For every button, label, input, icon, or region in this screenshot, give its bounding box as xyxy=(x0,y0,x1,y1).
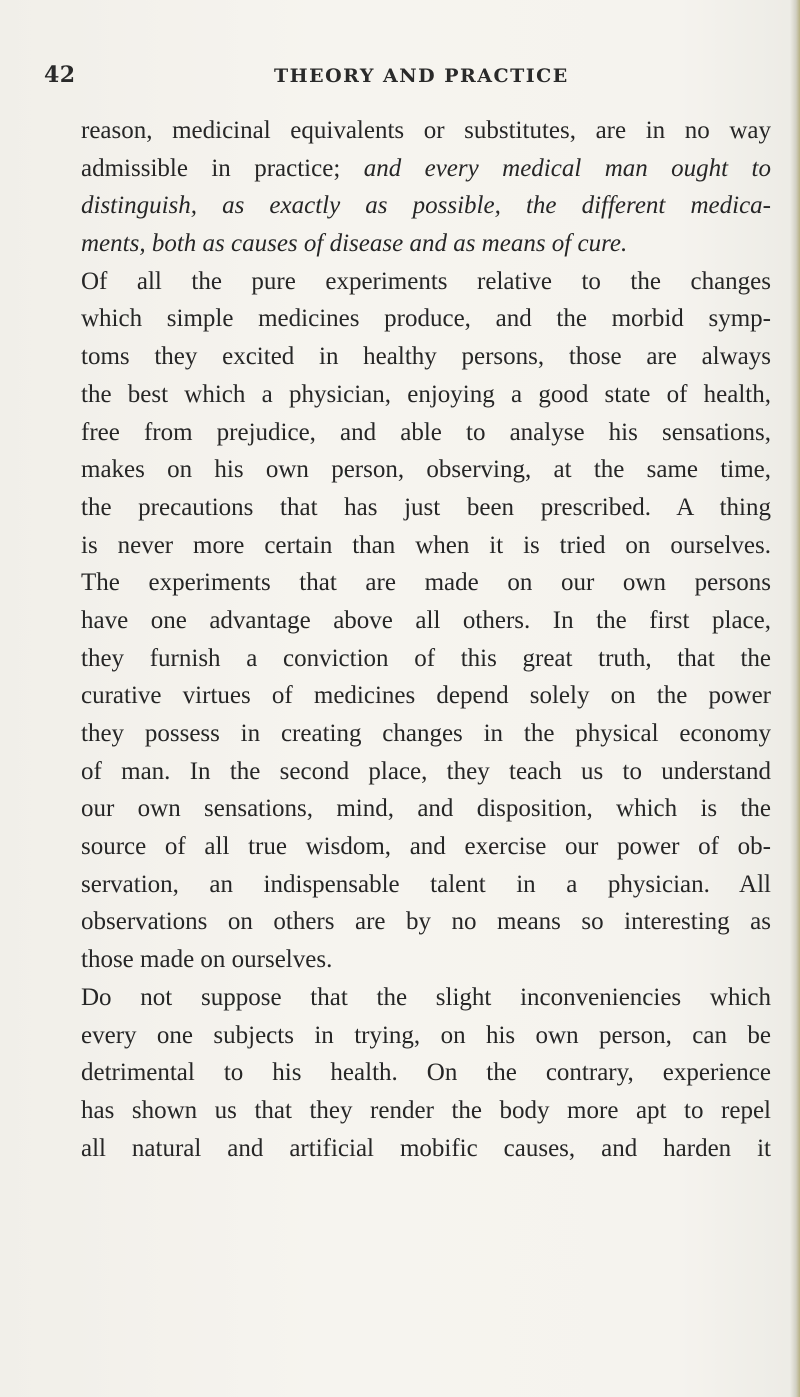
text-line: toms they excited in healthy persons, those are always xyxy=(81,343,771,371)
text-line: have one advantage above all others. In the first place, xyxy=(81,606,771,634)
text-line: Of all the pure experiments relative to the changes xyxy=(81,267,771,295)
text-line: The experiments that are made on our own persons xyxy=(81,569,771,597)
text-line: those made on ourselves. xyxy=(81,946,333,974)
text-line: servation, an indispensable talent in a physician. All xyxy=(81,870,771,898)
text-line: all natural and artificial mobific causes, and harden it xyxy=(81,1134,771,1162)
text-line: ments, both as causes of disease and as means of cure. xyxy=(81,230,628,258)
text-line: detrimental to his health. On the contrary, experience xyxy=(81,1059,771,1087)
text-line: observations on others are by no means so interesting as xyxy=(81,908,771,936)
text-line: has shown us that they render the body more apt to repel xyxy=(81,1096,771,1124)
text-line: curative virtues of medicines depend solely on the power xyxy=(81,682,771,710)
text-line: makes on his own person, observing, at the same time, xyxy=(81,456,771,484)
text-line xyxy=(81,150,771,188)
text-line: of man. In the second place, they teach us to understand xyxy=(81,757,771,785)
page-number: 42 xyxy=(44,62,76,88)
text-line: every one subjects in trying, on his own person, can be xyxy=(81,1021,771,1049)
text-line: reason, medicinal equivalents or substitutes, are in no way xyxy=(81,117,771,144)
text-line-italic: and every medical man ought to xyxy=(363,154,771,182)
text-line: the precautions that has just been prescribed. A thing xyxy=(81,493,771,521)
text-line: free from prejudice, and able to analyse his sensations, xyxy=(81,418,771,446)
body-text xyxy=(81,112,771,1167)
text-line: source of all true wisdom, and exercise our power of ob- xyxy=(81,833,771,861)
text-line-roman: admissible in practice; xyxy=(81,154,364,182)
running-head: THEORY AND PRACTICE xyxy=(274,65,569,87)
text-line: is never more certain than when it is tried on ourselves. xyxy=(81,531,771,559)
text-line: they possess in creating changes in the physical economy xyxy=(81,720,771,747)
text-line: distinguish, as exactly as possible, the different medica- xyxy=(81,192,771,220)
text-line: which simple medicines produce, and the morbid symp- xyxy=(81,305,771,333)
text-line: Do not suppose that the slight inconveniencies which xyxy=(81,983,771,1011)
text-line: our own sensations, mind, and disposition, which is the xyxy=(81,795,771,823)
text-line: they furnish a conviction of this great truth, that the xyxy=(81,644,771,672)
page-edge xyxy=(790,0,800,1397)
text-line: the best which a physician, enjoying a good state of health, xyxy=(81,380,771,408)
page-header xyxy=(44,62,764,98)
